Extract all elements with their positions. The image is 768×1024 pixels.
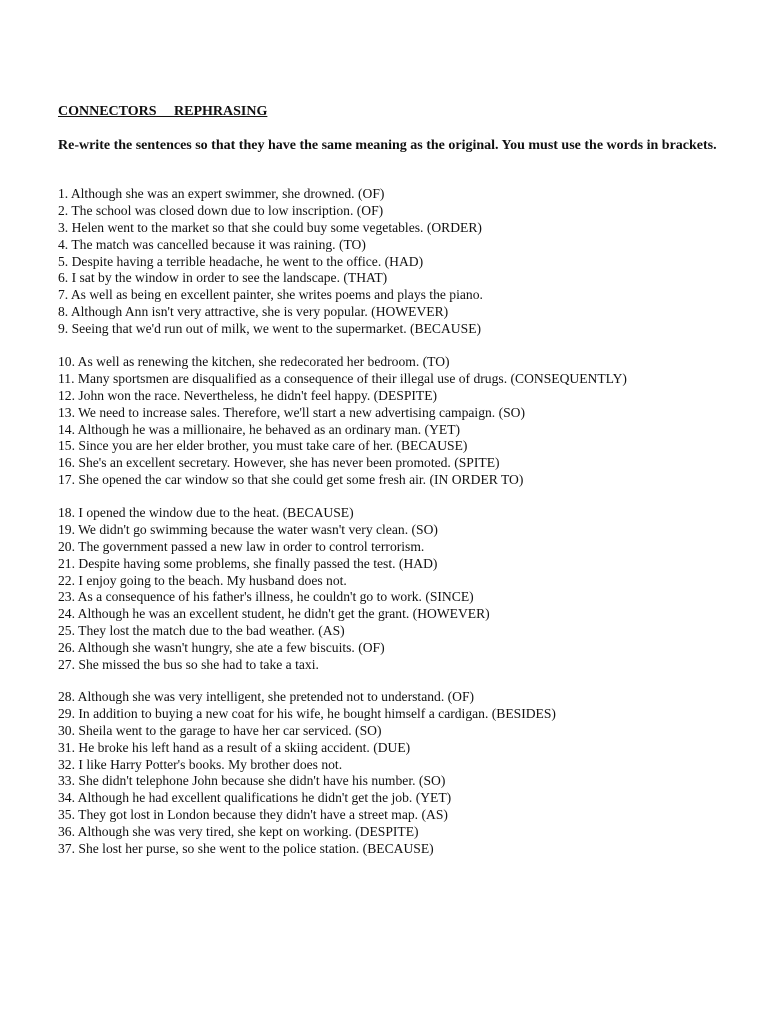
- exercise-sentence: 30. Sheila went to the garage to have her car serviced. (SO): [58, 722, 382, 738]
- exercise-sentence: 7. As well as being en excellent painter, she writes poems and plays the piano.: [58, 287, 483, 303]
- exercise-sentence: 17. She opened the car window so that she could get some fresh air. (IN ORDER TO): [58, 472, 524, 488]
- exercise-sentence: 34. Although he had excellent qualifications he didn't get the job. (YET): [58, 790, 452, 806]
- exercise-sentence: 31. He broke his left hand as a result of a skiing accident. (DUE): [58, 739, 411, 755]
- exercise-group-2: [58, 354, 627, 489]
- exercise-sentence: 29. In addition to buying a new coat for his wife, he bought himself a cardigan. (BESIDES): [58, 705, 556, 721]
- exercise-sentence: 35. They got lost in London because they didn't have a street map. (AS): [58, 807, 448, 823]
- exercise-sentence: 13. We need to increase sales. Therefore, we'll start a new advertising campaign. (SO): [58, 404, 526, 420]
- instructions: Re-write the sentences so that they have the same meaning as the original. You must use the words in brackets.: [58, 138, 717, 153]
- exercise-sentence: 33. She didn't telephone John because she didn't have his number. (SO): [58, 773, 446, 789]
- exercise-sentence: 28. Although she was very intelligent, she pretended not to understand. (OF): [58, 689, 475, 704]
- exercise-group-4: [58, 689, 556, 858]
- exercise-sentence: 10. As well as renewing the kitchen, she redecorated her bedroom. (TO): [58, 354, 450, 369]
- exercise-sentence: 9. Seeing that we'd run out of milk, we went to the supermarket. (BECAUSE): [58, 321, 482, 337]
- exercise-sentence: 32. I like Harry Potter's books. My brother does not.: [58, 756, 343, 772]
- exercise-sentence: 20. The government passed a new law in order to control terrorism.: [58, 538, 425, 554]
- exercise-sentence: 23. As a consequence of his father's illness, he couldn't go to work. (SINCE): [58, 589, 474, 605]
- exercise-sentence: 22. I enjoy going to the beach. My husband does not.: [58, 572, 347, 588]
- exercise-sentence: 5. Despite having a terrible headache, he went to the office. (HAD): [58, 253, 424, 269]
- exercise-sentence: 19. We didn't go swimming because the water wasn't very clean. (SO): [58, 521, 438, 537]
- exercise-sentence: 16. She's an excellent secretary. However, she has never been promoted. (SPITE): [58, 455, 500, 471]
- exercise-sentence: 1. Although she was an expert swimmer, she drowned. (OF): [58, 186, 385, 201]
- exercise-group-1: [58, 186, 483, 338]
- exercise-sentence: 2. The school was closed down due to low inscription. (OF): [58, 202, 384, 218]
- exercise-sentence: 15. Since you are her elder brother, you must take care of her. (BECAUSE): [58, 438, 468, 454]
- exercise-sentence: 8. Although Ann isn't very attractive, she is very popular. (HOWEVER): [58, 304, 449, 320]
- exercise-sentence: 37. She lost her purse, so she went to the police station. (BECAUSE): [58, 841, 434, 857]
- exercise-sentence: 26. Although she wasn't hungry, she ate a few biscuits. (OF): [58, 640, 385, 656]
- exercise-sentence: 36. Although she was very tired, she kept on working. (DESPITE): [58, 824, 419, 840]
- exercise-group-3: [58, 505, 490, 674]
- exercise-sentence: 12. John won the race. Nevertheless, he didn't feel happy. (DESPITE): [58, 387, 438, 403]
- exercise-sentence: 11. Many sportsmen are disqualified as a consequence of their illegal use of drugs. (CONSEQUENTLY): [58, 370, 627, 386]
- exercise-sentence: 6. I sat by the window in order to see the landscape. (THAT): [58, 270, 388, 286]
- exercise-sentence: 3. Helen went to the market so that she could buy some vegetables. (ORDER): [58, 219, 482, 235]
- exercise-sentence: 14. Although he was a millionaire, he behaved as an ordinary man. (YET): [58, 421, 461, 437]
- exercise-sentence: 21. Despite having some problems, she finally passed the test. (HAD): [58, 555, 438, 571]
- exercise-sentence: 4. The match was cancelled because it was raining. (TO): [58, 236, 366, 252]
- exercise-sentence: 18. I opened the window due to the heat. (BECAUSE): [58, 505, 354, 520]
- document-title: CONNECTORS REPHRASING: [58, 104, 268, 119]
- exercise-sentence: 25. They lost the match due to the bad weather. (AS): [58, 623, 345, 639]
- exercise-sentence: 27. She missed the bus so she had to take a taxi.: [58, 657, 319, 673]
- exercise-sentence: 24. Although he was an excellent student, he didn't get the grant. (HOWEVER): [58, 606, 490, 622]
